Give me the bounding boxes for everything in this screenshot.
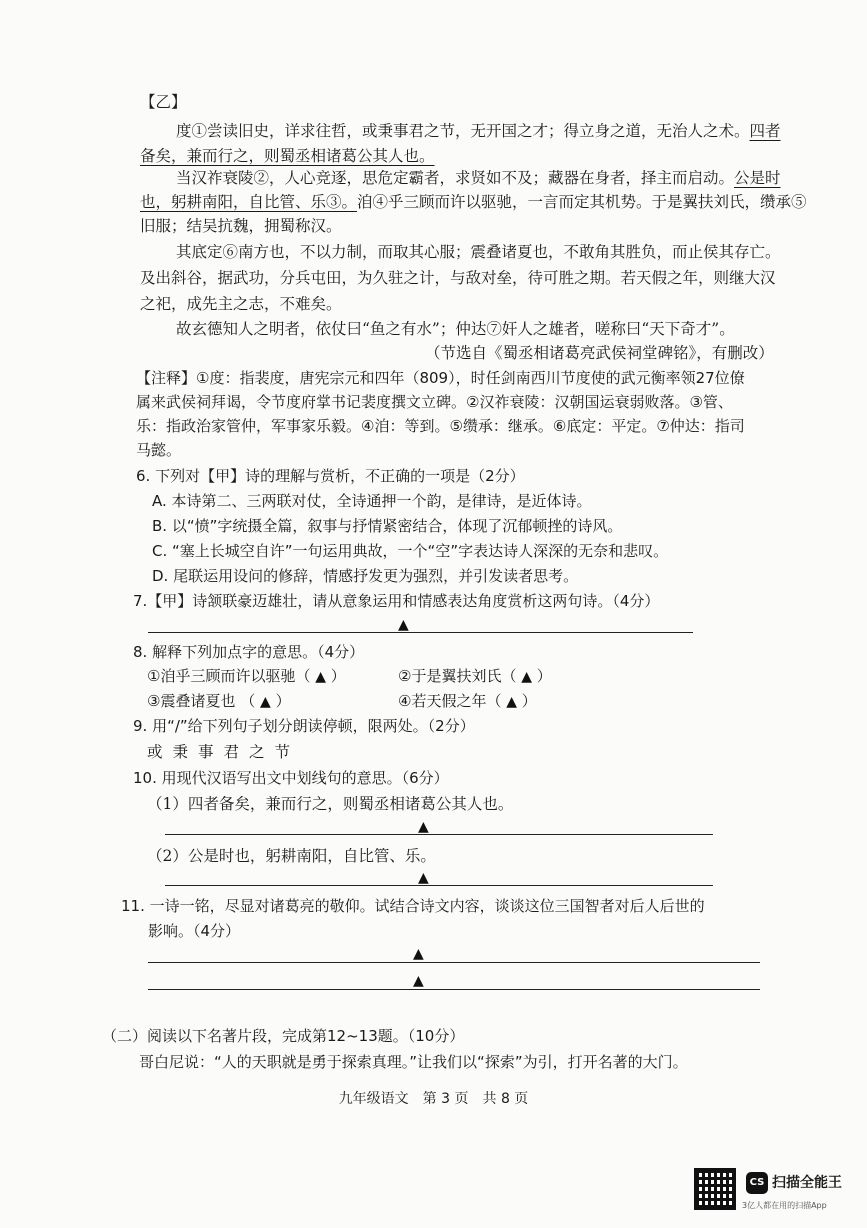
q8-item-3-close: ）	[275, 692, 291, 710]
q8-item-3-answer: ▲	[260, 694, 271, 710]
q7-answer-marker: ▲	[398, 617, 409, 633]
q9-stem: 9. 用“/”给下列句子划分朗读停顿，限两处。（2分）	[133, 717, 475, 735]
p1-text: 度①尝读旧史，详求往哲，或秉事君之节，无开国之才；得立身之道，无治人之术。	[176, 122, 750, 140]
q8-item-2	[398, 666, 552, 686]
notes-line2: 属来武侯祠拜谒，令节度府掌书记裴度撰文立碑。②汉祚衰陵：汉朝国运衰弱败落。③管、	[136, 393, 733, 411]
q10-answer-1-marker: ▲	[418, 819, 429, 835]
q8-item-1-close: ）	[330, 667, 346, 685]
q6-option-d: D. 尾联运用设问的修辞，情感抒发更为强烈，并引发读者思考。	[152, 567, 579, 585]
p2-text-b: 洎④乎三顾而许以驱驰，一言而定其机势。于是翼扶刘氏，缵承⑤	[357, 193, 807, 211]
q6-stem: 6. 下列对【甲】诗的理解与赏析，不正确的一项是（2分）	[136, 467, 525, 485]
section2-heading: （二）阅读以下名著片段，完成第12~13题。（10分）	[102, 1027, 465, 1045]
page-footer: 九年级语文 第 3 页 共 8 页	[338, 1091, 529, 1107]
q8-item-3-text: ③震叠诸夏也 （	[147, 692, 256, 710]
passage-p1-line1	[176, 121, 781, 141]
notes-line1: 【注释】①度：指裴度，唐宪宗元和四年（809），时任剑南西川节度使的武元衡率领27位僚	[136, 369, 745, 387]
q8-item-4	[398, 691, 537, 711]
passage-p2-line3: 旧服；结吴抗魏，拥蜀称汉。	[140, 217, 342, 235]
q11-answer-2-marker: ▲	[413, 973, 424, 989]
q7-stem: 7.【甲】诗颔联豪迈雄壮，请从意象运用和情感表达角度赏析这两句诗。（4分）	[133, 592, 660, 610]
q11-answer-2-line[interactable]	[148, 989, 760, 990]
passage-p2-line2	[140, 192, 807, 212]
q8-item-4-close: ）	[521, 692, 537, 710]
q6-option-a: A. 本诗第二、三两联对仗，全诗通押一个韵，是律诗，是近体诗。	[152, 492, 592, 510]
q10-stem: 10. 用现代汉语写出文中划线句的意思。（6分）	[133, 769, 449, 787]
q8-item-2-close: ）	[536, 667, 552, 685]
q6-option-c: C. “塞上长城空自许”一句运用典故，一个“空”字表达诗人深深的无奈和悲叹。	[152, 542, 669, 560]
passage-p3-line3: 之祀，成先主之志，不难矣。	[140, 295, 342, 313]
q10-answer-2-marker: ▲	[418, 870, 429, 886]
p2-text: 当汉祚衰陵②，人心竞逐，思危定霸者，求贤如不及；藏器在身者，择主而启动。	[176, 169, 735, 187]
passage-p2-line1	[176, 168, 781, 188]
notes-line4: 马懿。	[136, 441, 182, 459]
passage-p4: 故玄德知人之明者，依仗曰“鱼之有水”；仲达⑦奸人之雄者，嗟称曰“天下奇才”。	[176, 320, 735, 338]
q8-item-1-answer: ▲	[315, 669, 327, 685]
q11-line1: 11. 一诗一铭，尽显对诸葛亮的敬仰。试结合诗文内容，谈谈这位三国智者对后人后世的	[121, 897, 705, 915]
q10-answer-2-line[interactable]	[165, 885, 713, 886]
passage-p1-line2: 备矣，兼而行之，则蜀丞相诸葛公其人也。	[140, 147, 435, 165]
p2-underline-1: 公是时	[734, 169, 781, 187]
scanner-tagline: 3亿人都在用的扫描App	[742, 1201, 827, 1210]
scanner-logo-icon: CS	[746, 1172, 768, 1194]
q8-item-4-answer: ▲	[506, 694, 518, 710]
passage-source: （节选自《蜀丞相诸葛亮武侯祠堂碑铭》，有删改）	[425, 344, 774, 362]
qr-code-icon	[694, 1168, 736, 1210]
q10-answer-1-line[interactable]	[165, 834, 713, 835]
passage-p3-line1: 其底定⑥南方也，不以力制，而取其心服；震叠诸夏也，不敢角其胜负，而止侯其存亡。	[176, 243, 781, 261]
q11-answer-1-line[interactable]	[148, 962, 760, 963]
q10-sentence-2: （2）公是时也，躬耕南阳，自比管、乐。	[147, 847, 436, 865]
q11-answer-1-marker: ▲	[413, 946, 424, 962]
passage-p3-line2: 及出斜谷，据武功，分兵屯田，为久驻之计，与敌对垒，待可胜之期。若天假之年，则继大汉	[140, 269, 776, 287]
q8-item-2-text: ②于是翼扶刘氏（	[398, 667, 517, 685]
q8-item-1-text: ①洎乎三顾而许以驱驰（	[147, 667, 311, 685]
q9-sentence: 或秉事君之节	[147, 743, 301, 761]
scanner-brand: 扫描全能王	[772, 1175, 842, 1191]
p1-underline-1: 四者	[749, 122, 781, 140]
q6-option-b: B. 以“愤”字统摄全篇，叙事与抒情紧密结合，体现了沉郁顿挫的诗风。	[152, 517, 623, 535]
q8-item-3	[147, 691, 291, 711]
q10-sentence-1: （1）四者备矣，兼而行之，则蜀丞相诸葛公其人也。	[147, 795, 514, 813]
q8-item-2-answer: ▲	[521, 669, 533, 685]
q8-item-1	[147, 666, 346, 686]
section2-intro: 哥白尼说：“人的天职就是勇于探索真理。”让我们以“探索”为引，打开名著的大门。	[139, 1053, 688, 1071]
q11-line2: 影响。（4分）	[148, 922, 241, 940]
q8-stem: 8. 解释下列加点字的意思。（4分）	[133, 643, 365, 661]
q8-item-4-text: ④若天假之年（	[398, 692, 502, 710]
p2-underline-2: 也，躬耕南阳，自比管、乐③。	[140, 193, 358, 211]
passage-heading: 【乙】	[140, 93, 187, 111]
notes-line3: 乐：指政治家管仲，军事家乐毅。④洎：等到。⑤缵承：继承。⑥底定：平定。⑦仲达：指司	[136, 417, 745, 435]
q7-answer-line[interactable]	[148, 632, 693, 633]
